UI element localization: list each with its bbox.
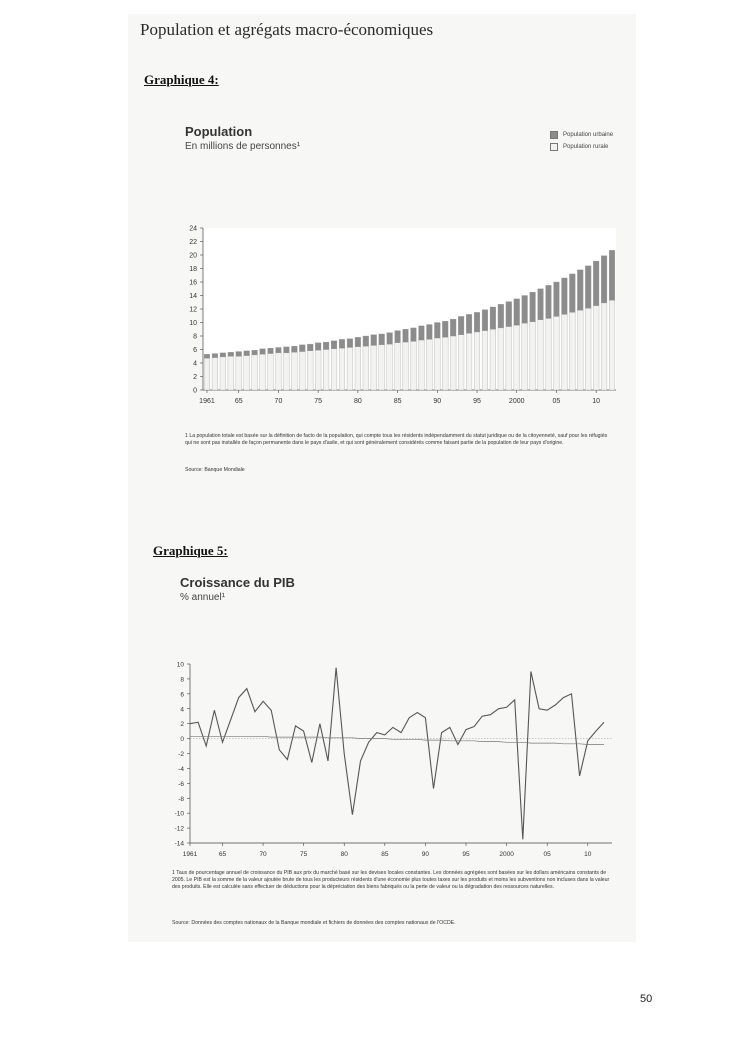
chart2-x-tick-label-10: 10 <box>584 851 592 858</box>
chart2-series-gdp-growth <box>190 668 604 840</box>
chart1-y-tick-label-6: 12 <box>189 306 197 314</box>
chart1-x-tick-label-4: 80 <box>353 398 362 405</box>
chart2-y-tick-label-3: 4 <box>180 706 184 714</box>
graph4-source: Source: Banque Mondiale <box>185 467 245 473</box>
chart2-y-tick-label-4: 2 <box>180 721 184 729</box>
chart2-x-tick-label-6: 90 <box>421 851 430 858</box>
chart2-y-tick-label-6: -2 <box>178 751 184 758</box>
chart1-y-tick-label-8: 16 <box>189 279 197 287</box>
chart2-x-tick-label-5: 85 <box>381 851 389 858</box>
graph4-footnote: 1 La population totale est basée sur la définition de facto de la population, qui compte tous les résidents indépendamment du statut juridique ou de la citoyenneté, sauf pour les réfugiés qui ne sont pas installés de façon permanente dans le pays d'asile, et qui sont généralement considérés comme faisant partie de la population de leur pays d'origine. <box>185 433 608 446</box>
chart2-x-tick-label-1: 65 <box>218 851 227 858</box>
chart1-x-tick-label-8: 2000 <box>508 398 525 405</box>
chart2-x-tick-label-9: 05 <box>543 851 551 858</box>
chart2-x-tick-label-0: 1961 <box>182 851 198 858</box>
chart2-x-tick-label-7: 95 <box>462 851 470 858</box>
chart2-y-tick-label-9: -8 <box>178 795 184 803</box>
chart1-x-tick-label-10: 10 <box>592 398 601 405</box>
chart1-subtitle: En millions de personnes¹ <box>185 141 301 152</box>
chart2-x-tick-label-4: 80 <box>340 851 348 858</box>
graph5-source: Source: Données des comptes nationaux de la Banque mondiale et fichiers de données des comptes nationaux de l'OCDE. <box>172 920 456 926</box>
chart2-y-tick-label-7: -4 <box>178 765 184 773</box>
chart2-x-tick-label-8: 2000 <box>499 851 514 858</box>
chart1-x-tick-label-5: 85 <box>393 398 402 405</box>
chart1-x-tick-label-1: 65 <box>234 398 243 405</box>
chart2-y-tick-label-1: 8 <box>180 676 184 684</box>
chart1-y-tick-label-5: 10 <box>189 320 197 327</box>
graph5-label: Graphique 5: <box>153 543 228 558</box>
chart1-x-tick-label-2: 70 <box>274 398 283 405</box>
chart1-y-tick-label-4: 8 <box>193 333 197 341</box>
chart1-x-tick-label-3: 75 <box>314 398 323 405</box>
chart2-y-tick-label-2: 6 <box>180 691 184 699</box>
chart1-x-tick-label-9: 05 <box>552 398 561 405</box>
legend-label-urban: Population urbaine <box>563 132 614 138</box>
chart2-y-tick-label-0: 10 <box>176 661 184 669</box>
graph4-label: Graphique 4: <box>144 72 219 87</box>
page-number: 50 <box>640 993 653 1005</box>
chart2-x-tick-label-2: 70 <box>259 851 267 858</box>
chart2-y-tick-label-12: -14 <box>174 840 184 848</box>
chart2-y-tick-label-11: -12 <box>174 825 184 833</box>
graph5-footnote: 1 Taux de pourcentage annuel de croissance du PIB aux prix du marché basé sur les devises locales constantes. Les données agrégées sont basées sur les dollars américains constants de 2005. Le PIB est la somme de la valeur ajoutée brute de tous les producteurs résidents d'une économie plus toutes taxes sur les produits et moins les subventions non incluses dans la valeur des produits. Elle est calculée sans effectuer de déductions pour la dépréciation des biens fabriqués ou la perte de valeur ou la dégradation des ressources naturelles. <box>172 870 610 890</box>
chart2-subtitle: % annuel¹ <box>180 592 226 603</box>
chart2-y-tick-label-10: -10 <box>174 810 184 818</box>
chart1-y-tick-label-2: 4 <box>193 360 197 368</box>
chart1-y-tick-label-11: 22 <box>189 239 197 246</box>
chart2-title: Croissance du PIB <box>180 575 295 590</box>
chart1-y-tick-label-1: 2 <box>193 374 197 381</box>
chart1-x-tick-label-6: 90 <box>433 398 442 405</box>
chart2-series-trend <box>190 736 604 744</box>
chart1-y-tick-label-7: 14 <box>189 293 197 300</box>
chart2-y-tick-label-8: -6 <box>178 780 184 788</box>
chart1-title: Population <box>185 124 253 139</box>
chart2-y-tick-label-5: 0 <box>180 736 184 744</box>
chart1-y-tick-label-10: 20 <box>189 252 197 260</box>
chart1-y-tick-label-12: 24 <box>189 225 197 233</box>
chart1-y-tick-label-9: 18 <box>189 266 197 273</box>
chart1-x-tick-label-0: 1961 <box>199 398 215 405</box>
chart1-x-tick-label-7: 95 <box>473 398 481 405</box>
chart1-y-tick-label-0: 0 <box>193 387 197 395</box>
legend-label-rural: Population rurale <box>563 144 609 150</box>
chart1-y-tick-label-3: 6 <box>193 347 197 354</box>
section-title: Population et agrégats macro-économiques <box>140 20 434 39</box>
chart2-x-tick-label-3: 75 <box>300 851 308 858</box>
